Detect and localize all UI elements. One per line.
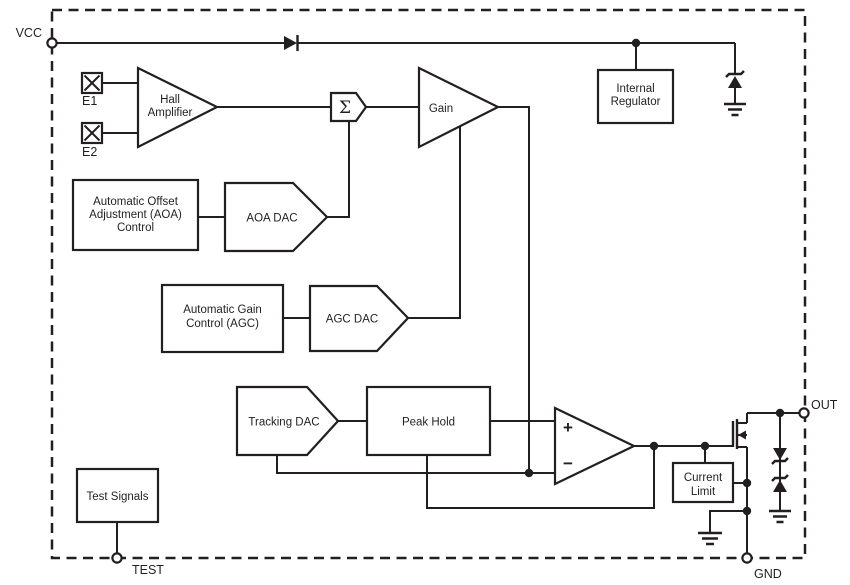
agc-control-label: Automatic Gain (183, 304, 262, 316)
zener-triangle (728, 76, 742, 88)
junction-dot (632, 39, 640, 47)
vcc-terminal (47, 38, 56, 47)
current-limit-label: Limit (690, 486, 716, 498)
internal-regulator-label: Regulator (610, 96, 661, 108)
aoa-control-label: Automatic Offset (93, 196, 178, 208)
ground-icon (769, 511, 791, 522)
test-terminal (112, 553, 121, 562)
out-label: OUT (811, 398, 838, 412)
diode-icon (284, 35, 298, 51)
current-limit-block (673, 463, 733, 502)
ground-icon (698, 533, 722, 544)
current-limit-label: Current (683, 472, 723, 484)
zener-triangle-down (773, 448, 787, 460)
diode-anode (284, 36, 297, 50)
comparator-minus-label: − (563, 454, 573, 473)
wire-signal-to-minus (277, 455, 555, 473)
tracking-dac-block (237, 387, 338, 455)
wire-aoadac-to-sum (327, 121, 349, 217)
test-signals-label: Test Signals (86, 491, 149, 503)
junction-dot (701, 442, 709, 450)
ground-bars (698, 533, 722, 544)
gnd-label: GND (754, 567, 782, 581)
hall-plate-e1-icon (82, 73, 102, 93)
comparator-plus-label: + (563, 418, 573, 437)
agc-control-block (162, 285, 283, 352)
gnd-terminal (742, 553, 751, 562)
ground-icon (724, 104, 746, 115)
internal-regulator-block (598, 70, 673, 123)
peak-hold-label: Peak Hold (401, 416, 456, 429)
junction-dot (525, 469, 533, 477)
mosfet-body-arrow (738, 431, 746, 440)
internal-regulator-label: Internal (616, 83, 655, 95)
hall-amplifier-label: Hall (160, 94, 180, 106)
e2-label: E2 (82, 145, 98, 159)
agc-control-label: Control (AGC) (186, 318, 259, 330)
zener-diode-icon (726, 71, 744, 104)
hall-plate-e2-icon (82, 123, 102, 143)
e1-label: E1 (82, 94, 98, 108)
ground-bars (769, 511, 791, 522)
test-signals-block (77, 469, 158, 522)
aoa-control-block (73, 180, 198, 250)
hall-amplifier-block (138, 68, 217, 147)
aoa-dac-label: AOA DAC (246, 212, 298, 225)
wire-agcdac-to-gain (408, 126, 460, 318)
vcc-label: VCC (15, 26, 42, 40)
mosfet-icon (733, 413, 747, 449)
summing-node-block (331, 93, 366, 121)
junction-dot (650, 442, 658, 450)
test-label: TEST (132, 563, 164, 577)
agc-dac-block (310, 286, 408, 351)
sigma-label: Σ (338, 98, 352, 118)
agc-dac-label: AGC DAC (325, 313, 379, 326)
wire-source-ground-stub (710, 511, 747, 533)
comparator-block (555, 408, 634, 484)
aoa-control-label: Control (116, 222, 155, 234)
ground-bars (724, 104, 746, 115)
zener-triangle-up (773, 480, 787, 492)
hall-amplifier-label: Amplifier (147, 107, 193, 119)
out-terminal (799, 408, 808, 417)
aoa-control-label: Adjustment (AOA) (89, 209, 182, 221)
wire-gain-output (498, 107, 529, 473)
peak-hold-block (367, 387, 490, 455)
aoa-dac-block (225, 183, 327, 251)
junction-dot (743, 479, 751, 487)
junction-dot (743, 507, 751, 515)
gain-label: Gain (428, 103, 454, 115)
gain-block (419, 68, 498, 147)
tracking-dac-label: Tracking DAC (248, 416, 320, 429)
junction-dot (776, 409, 784, 417)
